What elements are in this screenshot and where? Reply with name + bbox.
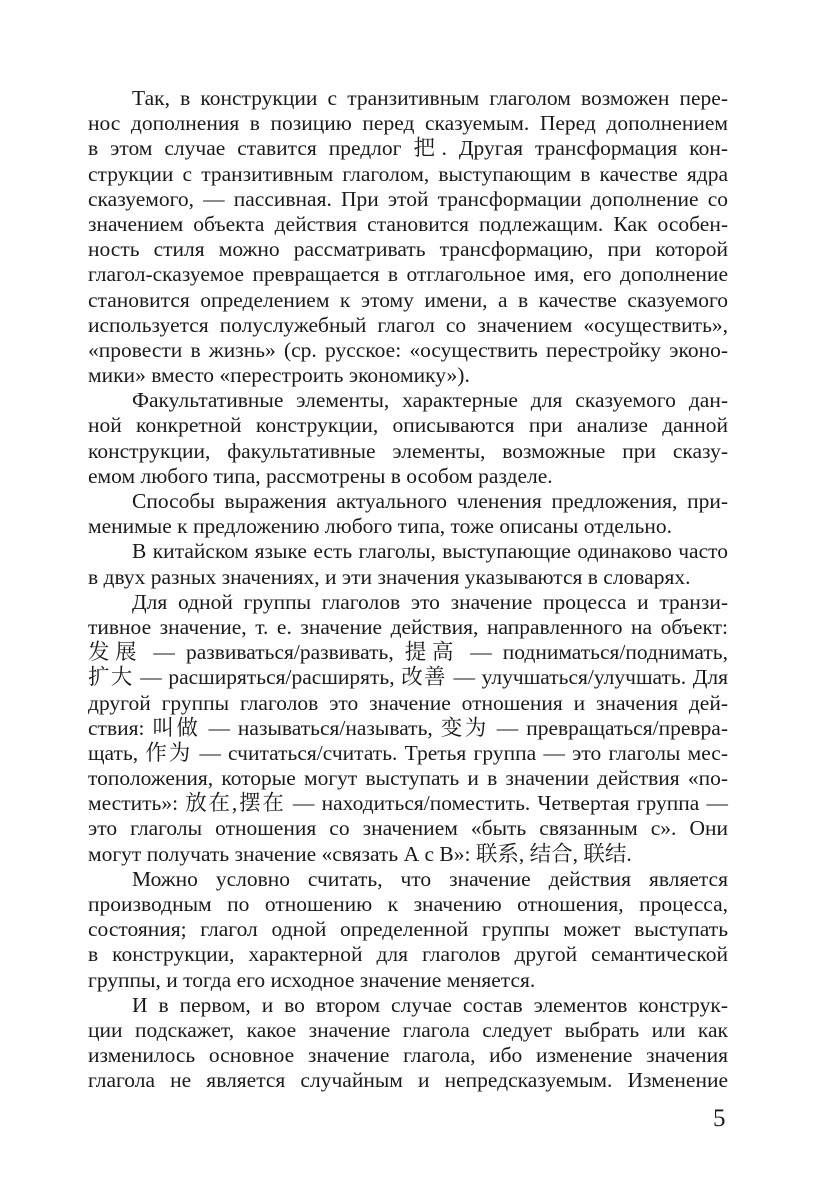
text-line: ной конкретной конструкции, описываются при анализе данной <box>88 413 728 438</box>
text-line: 扩大 — расширяться/расширять, 改善 — улучшаться/улучшать. Для <box>88 665 728 690</box>
text-line: местить»: 放在,摆在 — находиться/поместить. Четвертая группа — <box>88 791 728 816</box>
text-line: Способы выражения актуального членения предложения, при- <box>132 489 728 513</box>
text-line: сказуемого, — пассивная. При этой трансформации дополнение со <box>88 186 728 211</box>
text-line: тивное значение, т. е. значение действия, направленного на объект: <box>88 614 728 639</box>
text-line: струкции с транзитивным глаголом, выступающим в качестве ядра <box>88 161 728 186</box>
text-line: используется полуслужебный глагол со значением «осуществить», <box>88 312 728 337</box>
text-line: состояния; глагол одной определенной группы может выступать <box>88 917 728 942</box>
page-number: 5 <box>713 1105 726 1132</box>
text-line: другой группы глаголов это значение отношения и значения дей- <box>88 690 728 715</box>
text-line: щать, 作为 — считаться/считать. Третья группа — это глаголы мес- <box>88 740 728 765</box>
text-line: глагол-сказуемое превращается в отглагольное имя, его дополнение <box>88 262 728 287</box>
text-line: ствия: 叫做 — называться/называть, 变为 — превращаться/превра- <box>88 715 728 740</box>
paragraph <box>88 590 728 867</box>
text-line: Так, в конструкции с транзитивным глаголом возможен пере- <box>132 86 728 110</box>
text-line: 发展 — развиваться/развивать, 提高 — подниматься/поднимать, <box>88 640 728 665</box>
text-line: мики» вместо «перестроить экономику»). <box>88 363 470 388</box>
text-line: конструкции, факультативные элементы, возможные при сказу- <box>88 438 728 463</box>
paragraph <box>88 867 728 993</box>
text-line: Для одной группы глаголов это значение процесса и транзи- <box>132 589 728 614</box>
text-line: И в первом, и во втором случае состав элементов конструк- <box>132 992 728 1017</box>
text-line: в двух разных значениях, и эти значения указываются в словарях. <box>88 564 691 589</box>
text-line: группы, и тогда его исходное значение меняется. <box>88 967 536 992</box>
text-line: «провести в жизнь» (ср. русское: «осуществить перестройку эконо- <box>88 337 728 362</box>
text-line: Факультативные элементы, характерные для сказуемого дан- <box>132 388 728 413</box>
text-line: нос дополнения в позицию перед сказуемым. Перед дополнением <box>88 111 728 136</box>
text-line: значением объекта действия становится подлежащим. Как особен- <box>88 211 728 236</box>
text-line: В китайском языке есть глаголы, выступающие одинаково часто <box>132 539 728 564</box>
text-line: ность стиля можно рассматривать трансформацию, при которой <box>88 237 728 262</box>
text-line: могут получать значение «связать А с В»: 联系, 结合, 联结. <box>88 841 632 866</box>
text-line: менимые к предложению любого типа, тоже описаны отдельно. <box>88 514 672 539</box>
text-line: становится определением к этому имени, а в качестве сказуемого <box>88 287 728 312</box>
text-line: глагола не является случайным и непредсказуемым. Изменение <box>88 1068 728 1093</box>
paragraph <box>88 388 728 489</box>
text-line: в этом случае ставится предлог 把. Другая трансформация кон- <box>88 136 728 161</box>
text-line: тоположения, которые могут выступать и в значении действия «по- <box>88 766 728 791</box>
text-line: ции подскажет, какое значение глагола следует выбрать или как <box>88 1017 728 1042</box>
text-line: емом любого типа, рассмотрены в особом разделе. <box>88 463 553 488</box>
text-line: Можно условно считать, что значение действия является <box>132 866 728 891</box>
text-line: это глаголы отношения со значением «быть связанным с». Они <box>88 816 728 841</box>
paragraph <box>88 86 728 388</box>
page-body <box>88 86 728 1094</box>
text-line: изменилось основное значение глагола, ибо изменение значения <box>88 1043 728 1068</box>
text-line: производным по отношению к значению отношения, процесса, <box>88 892 728 916</box>
text-line: в конструкции, характерной для глаголов другой семантической <box>88 942 728 967</box>
paragraph <box>88 539 728 589</box>
paragraph <box>88 993 728 1094</box>
paragraph <box>88 489 728 539</box>
